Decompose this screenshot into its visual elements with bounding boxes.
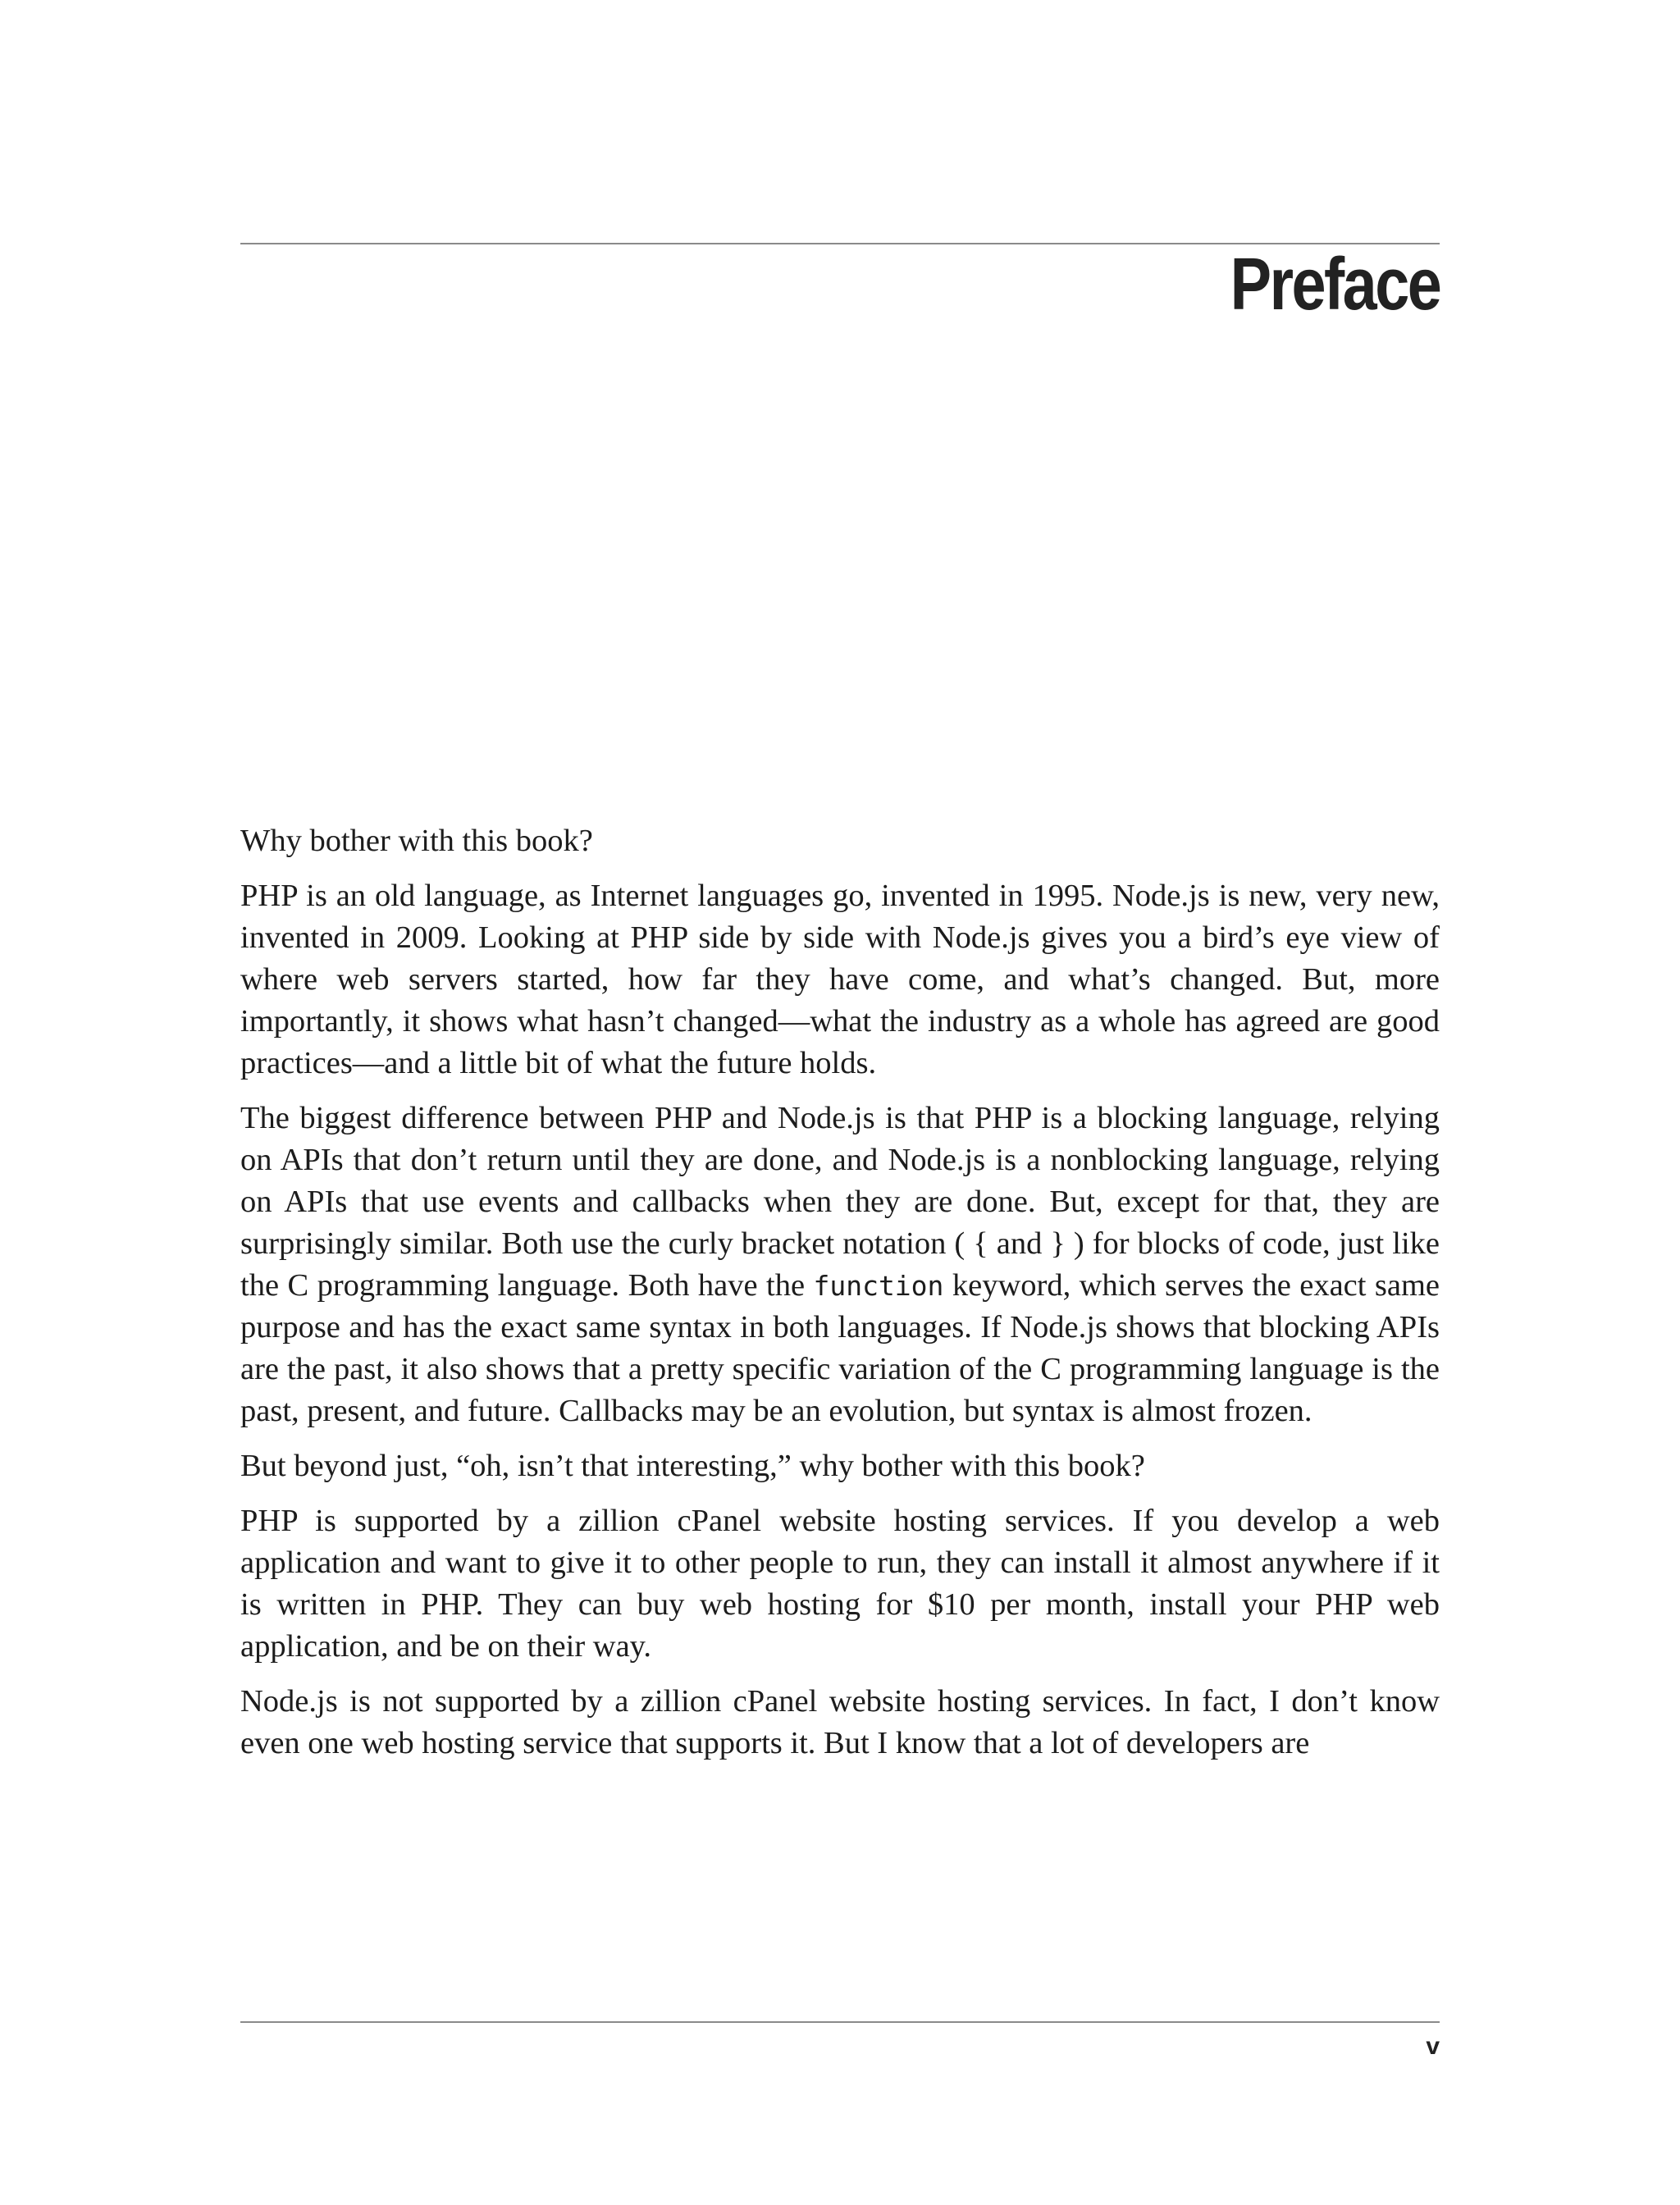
paragraph-6: Node.js is not supported by a zillion cPanel website hosting services. In fact, I don’t know even one web hosting service that supports it. But I know that a lot of developers are xyxy=(240,1684,1440,1760)
body-text xyxy=(240,820,1440,1778)
chapter-title: Preface xyxy=(1230,244,1440,326)
page-number: v xyxy=(1426,2033,1440,2060)
paragraph-3-text-b: keyword, which serves the exact same purpose and has the exact same syntax in both languages. If Node.js shows that blocking APIs are the past, it also shows that a pretty specific variation of the C programming language is the past, present, and future. Callbacks may be an evolution, but syntax is almost frozen. xyxy=(240,1268,1440,1428)
function-keyword-code: function xyxy=(813,1270,944,1302)
paragraph-1: Why bother with this book? xyxy=(240,824,593,858)
footer-rule xyxy=(240,2021,1440,2023)
paragraph-3-text-a: The biggest difference between PHP and Node.js is that PHP is a blocking language, relying on APIs that don’t return until they are done, and Node.js is a nonblocking language, relying on APIs that use events and callbacks when they are done. But, except for that, they are surprisingly similar. Both use the curly bracket notation ( { and } ) for blocks of code, just like the C programming language. Both have the xyxy=(240,1101,1440,1303)
paragraph-4: But beyond just, “oh, isn’t that interesting,” why bother with this book? xyxy=(240,1449,1145,1483)
paragraph-3 xyxy=(240,1098,1440,1432)
paragraph-2: PHP is an old language, as Internet languages go, invented in 1995. Node.js is new, very new, invented in 2009. Looking at PHP side by side with Node.js gives you a bird’s eye view of where web servers started, how far they have come, and what’s changed. But, more importantly, it shows what hasn’t changed—what the industry as a whole has agreed are good practices—and a little bit of what the future holds. xyxy=(240,879,1440,1080)
paragraph-5: PHP is supported by a zillion cPanel website hosting services. If you develop a web application and want to give it to other people to run, they can install it almost anywhere if it is written in PHP. They can buy web hosting for $10 per month, install your PHP web application, and be on their way. xyxy=(240,1504,1440,1664)
